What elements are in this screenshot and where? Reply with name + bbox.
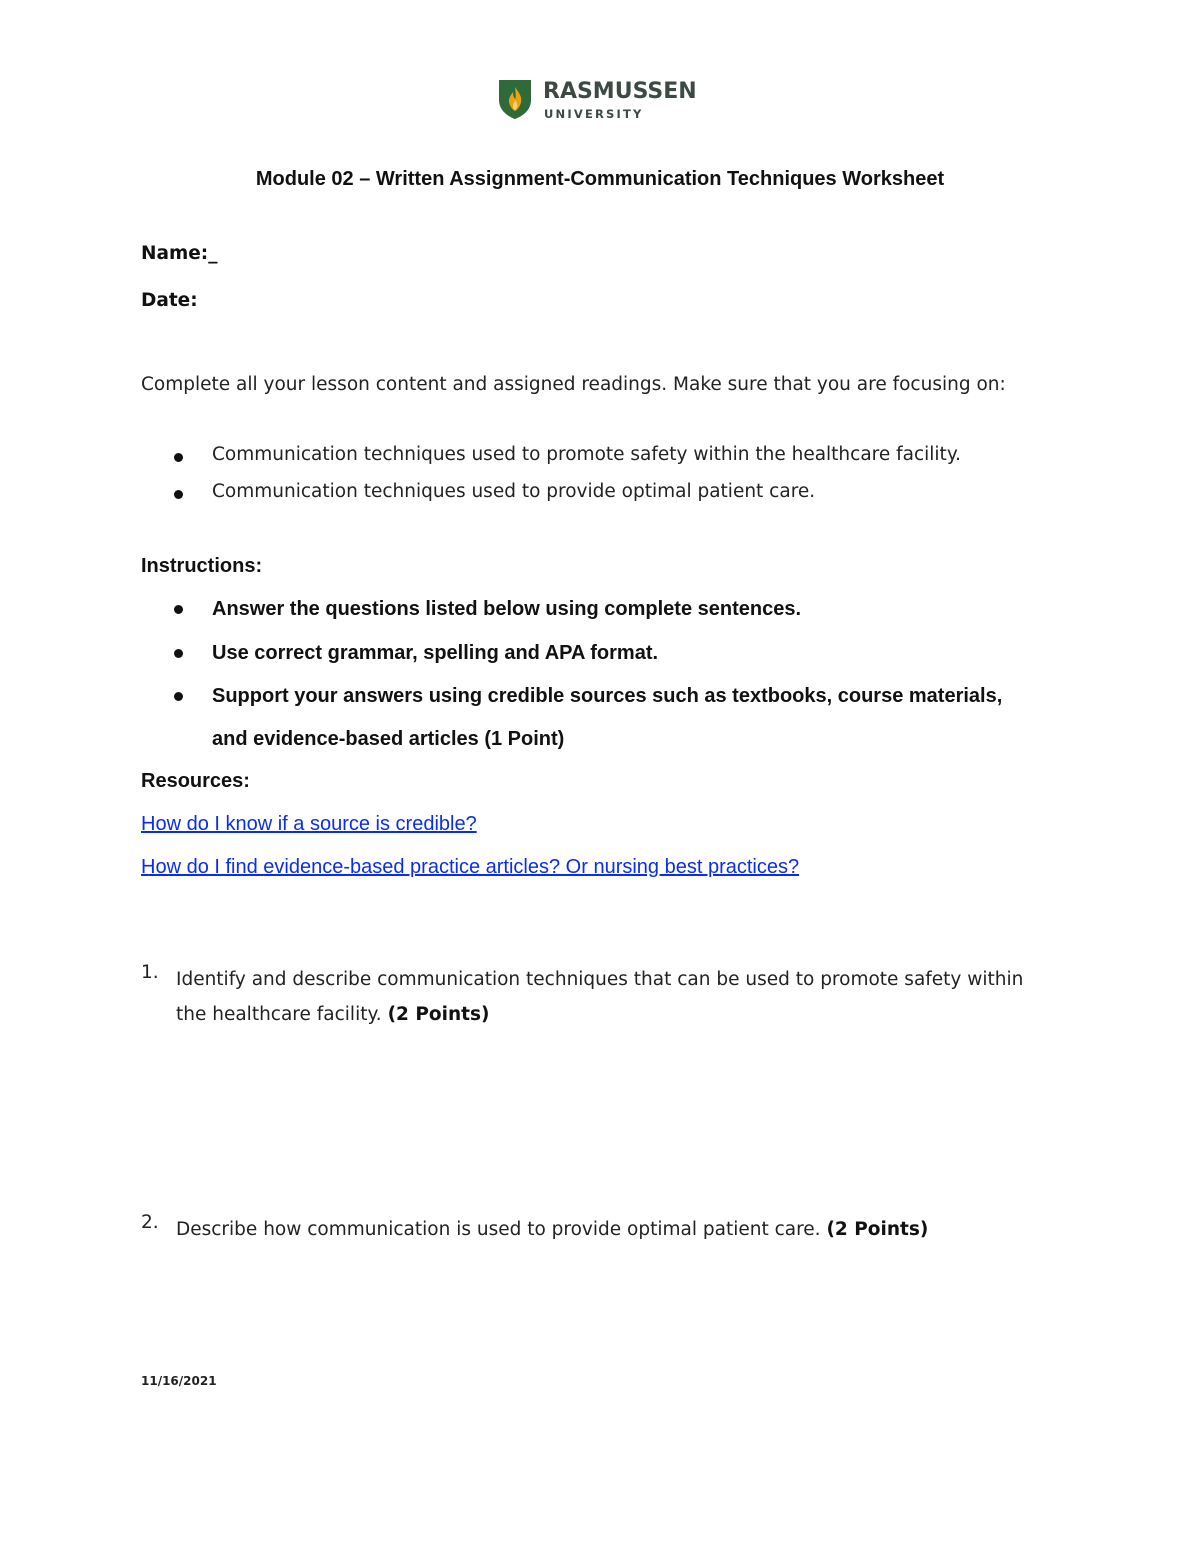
question-item bbox=[141, 1212, 1041, 1247]
university-logo bbox=[497, 78, 707, 122]
instruction-bullet-item bbox=[141, 588, 1041, 631]
intro-bullet-text: Communication techniques used to provide optimal patient care. bbox=[212, 481, 816, 502]
intro-bullet-text: Communication techniques used to promote safety within the healthcare facility. bbox=[212, 444, 962, 465]
intro-paragraph: Complete all your lesson content and assigned readings. Make sure that you are focusing on: bbox=[141, 374, 1006, 395]
resources-heading: Resources: bbox=[141, 770, 250, 792]
instruction-bullet-text: Answer the questions listed below using complete sentences. bbox=[212, 598, 802, 620]
date-field-label[interactable]: Date: bbox=[141, 290, 198, 311]
bullet-dot-icon bbox=[174, 490, 183, 499]
question-points: (2 Points) bbox=[387, 1004, 490, 1025]
question-body: Describe how communication is used to provide optimal patient care. bbox=[176, 1219, 821, 1240]
credible-source-link[interactable]: How do I know if a source is credible? bbox=[141, 813, 477, 835]
question-points: (2 Points) bbox=[826, 1219, 929, 1240]
question-text bbox=[176, 1212, 1036, 1247]
instructions-heading: Instructions: bbox=[141, 555, 263, 577]
instruction-bullet-item bbox=[141, 632, 1041, 675]
bullet-dot-icon bbox=[174, 605, 183, 614]
question-number: 1. bbox=[141, 962, 159, 983]
question-body: Identify and describe communication techniques that can be used to promote safety within the healthcare facility. bbox=[176, 969, 1024, 1025]
footer-date: 11/16/2021 bbox=[141, 1374, 217, 1388]
logo-wordmark: RASMUSSEN bbox=[543, 79, 697, 104]
shield-flame-icon bbox=[497, 78, 533, 120]
question-number: 2. bbox=[141, 1212, 159, 1233]
instruction-bullet-text: Support your answers using credible sources such as textbooks, course materials, and evidence-based articles (1 Point) bbox=[212, 685, 1003, 750]
instruction-bullet-text: Use correct grammar, spelling and APA format. bbox=[212, 642, 659, 664]
question-item bbox=[141, 962, 1041, 1032]
question-text bbox=[176, 962, 1036, 1032]
bullet-dot-icon bbox=[174, 692, 183, 701]
bullet-dot-icon bbox=[174, 453, 183, 462]
logo-subtitle: UNIVERSITY bbox=[544, 107, 644, 121]
bullet-dot-icon bbox=[174, 649, 183, 658]
name-field-label[interactable]: Name:_ bbox=[141, 243, 218, 264]
instruction-bullet-item bbox=[141, 675, 1041, 761]
evidence-based-link[interactable]: How do I find evidence-based practice articles? Or nursing best practices? bbox=[141, 856, 800, 878]
page-title: Module 02 – Written Assignment-Communication Techniques Worksheet bbox=[255, 168, 945, 190]
